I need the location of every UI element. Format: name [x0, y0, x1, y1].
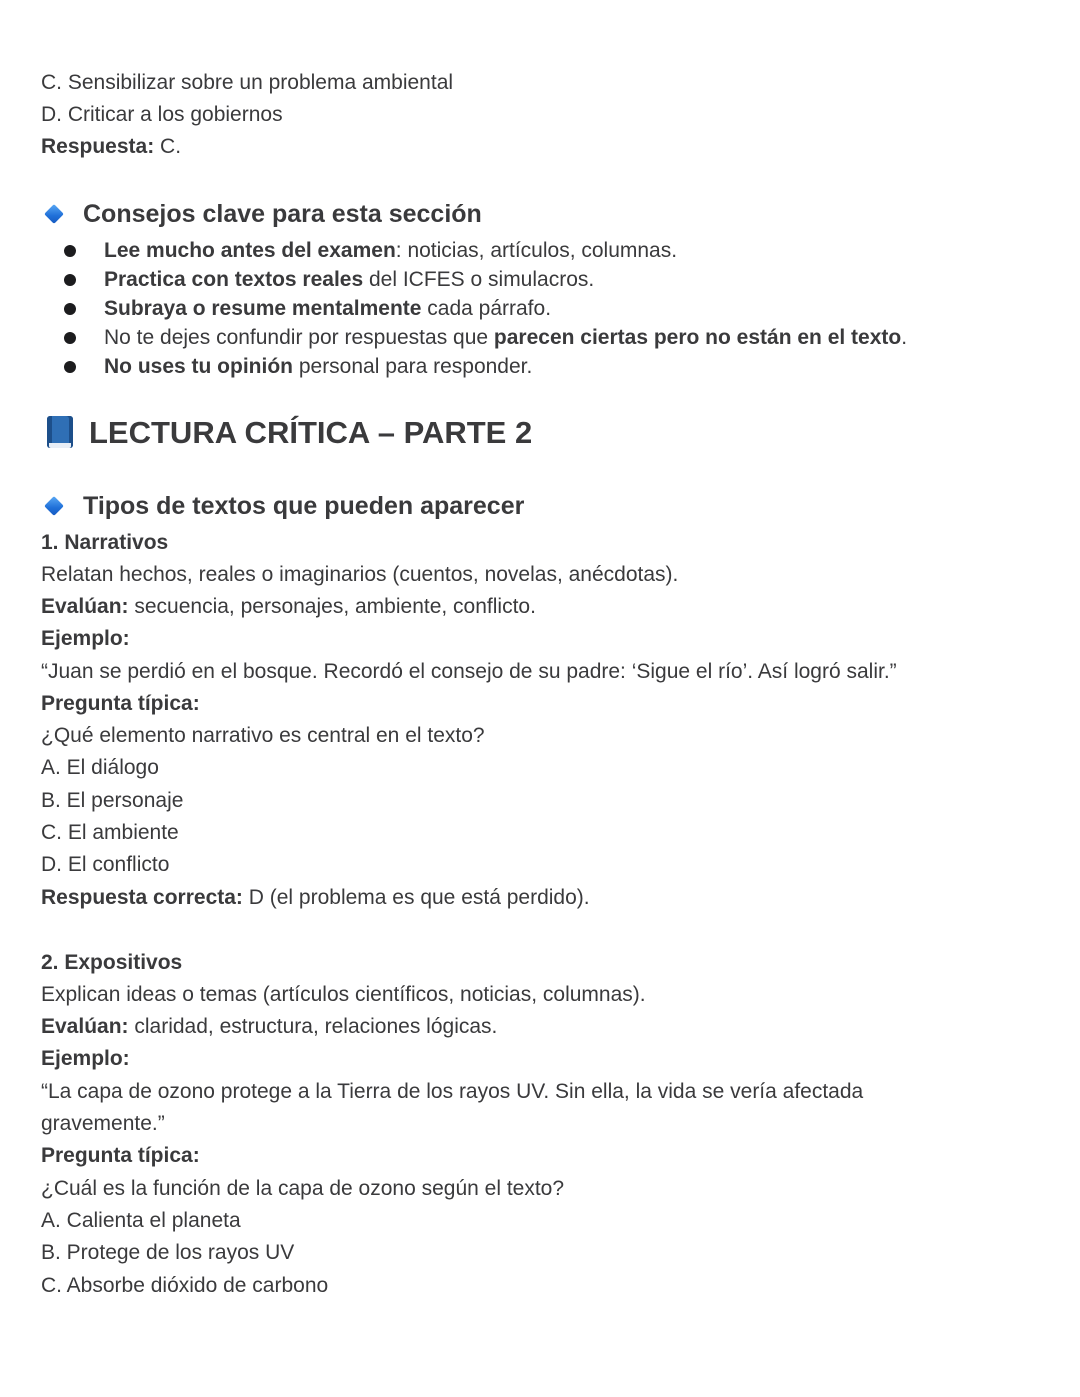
evaluan-text: claridad, estructura, relaciones lógicas. — [128, 1015, 498, 1038]
bullet-icon — [64, 245, 76, 257]
tip-text: personal para responder. — [293, 355, 533, 378]
q1-answer — [41, 131, 181, 163]
narrativos-option-b: B. El personaje — [41, 789, 184, 812]
tip-bold: Lee mucho antes del examen — [104, 239, 396, 262]
narrativos-pregunta-text: ¿Qué elemento narrativo es central en el texto? — [41, 724, 485, 747]
blue-diamond-icon — [45, 497, 63, 515]
answer-value: C. — [154, 135, 182, 158]
narrativos-evaluan — [41, 591, 536, 623]
bullet-icon — [64, 332, 76, 344]
tip-text: . — [901, 326, 908, 349]
narrativos-option-d: D. El conflicto — [41, 853, 170, 876]
narrativos-description: Relatan hechos, reales o imaginarios (cuentos, novelas, anécdotas). — [41, 563, 679, 586]
expositivos-option-c: C. Absorbe dióxido de carbono — [41, 1274, 329, 1297]
section-title — [45, 413, 532, 453]
tip-bold: Practica con textos reales — [104, 268, 364, 291]
list-item — [63, 352, 907, 381]
expositivos-ejemplo-label: Ejemplo: — [41, 1047, 130, 1070]
tip-text: cada párrafo. — [421, 297, 552, 320]
expositivos-evaluan — [41, 1011, 497, 1043]
narrativos-option-c: C. El ambiente — [41, 821, 179, 844]
answer-label: Respuesta correcta: — [41, 886, 243, 909]
bullet-icon — [64, 274, 76, 286]
expositivos-pregunta-text: ¿Cuál es la función de la capa de ozono según el texto? — [41, 1177, 565, 1200]
narrativos-answer — [41, 882, 590, 914]
tips-heading-text: Consejos clave para esta sección — [83, 200, 482, 228]
blue-book-icon — [45, 416, 75, 450]
answer-label: Respuesta: — [41, 135, 155, 158]
tip-bold: No uses tu opinión — [104, 355, 293, 378]
tip-text: del ICFES o simulacros. — [363, 268, 595, 291]
evaluan-label: Evalúan: — [41, 1015, 129, 1038]
expositivos-option-b: B. Protege de los rayos UV — [41, 1241, 295, 1264]
types-heading-text: Tipos de textos que pueden aparecer — [83, 492, 525, 520]
list-item — [63, 265, 907, 294]
narrativos-ejemplo-text: “Juan se perdió en el bosque. Recordó el consejo de su padre: ‘Sigue el río’. Así logró salir.” — [41, 660, 897, 683]
narrativos-option-a: A. El diálogo — [41, 756, 159, 779]
tip-text: No te dejes confundir por respuestas que — [104, 326, 494, 349]
bullet-icon — [64, 361, 76, 373]
tip-bold: Subraya o resume mentalmente — [104, 297, 422, 320]
tips-heading — [45, 197, 482, 231]
evaluan-text: secuencia, personajes, ambiente, conflicto. — [128, 595, 536, 618]
narrativos-title: 1. Narrativos — [41, 531, 169, 554]
evaluan-label: Evalúan: — [41, 595, 129, 618]
expositivos-title: 2. Expositivos — [41, 951, 183, 974]
expositivos-option-a: A. Calienta el planeta — [41, 1209, 241, 1232]
bullet-icon — [64, 303, 76, 315]
q1-option-d: D. Criticar a los gobiernos — [41, 103, 283, 126]
answer-text: D (el problema es que está perdido). — [242, 886, 590, 909]
expositivos-ejemplo-line1: “La capa de ozono protege a la Tierra de los rayos UV. Sin ella, la vida se vería afectada — [41, 1080, 864, 1103]
list-item — [63, 323, 907, 352]
list-item — [63, 294, 907, 323]
tips-list — [63, 236, 907, 381]
expositivos-pregunta-label: Pregunta típica: — [41, 1144, 200, 1167]
narrativos-pregunta-label: Pregunta típica: — [41, 692, 200, 715]
q1-option-c: C. Sensibilizar sobre un problema ambiental — [41, 71, 454, 94]
section-title-text: LECTURA CRÍTICA – PARTE 2 — [89, 415, 533, 450]
blue-diamond-icon — [45, 205, 63, 223]
tip-bold: parecen ciertas pero no están en el texto — [493, 326, 902, 349]
expositivos-description: Explican ideas o temas (artículos científicos, noticias, columnas). — [41, 983, 646, 1006]
types-heading — [45, 489, 524, 523]
narrativos-ejemplo-label: Ejemplo: — [41, 627, 130, 650]
tip-text: : noticias, artículos, columnas. — [395, 239, 678, 262]
expositivos-ejemplo-line2: gravemente.” — [41, 1112, 165, 1135]
list-item — [63, 236, 907, 265]
